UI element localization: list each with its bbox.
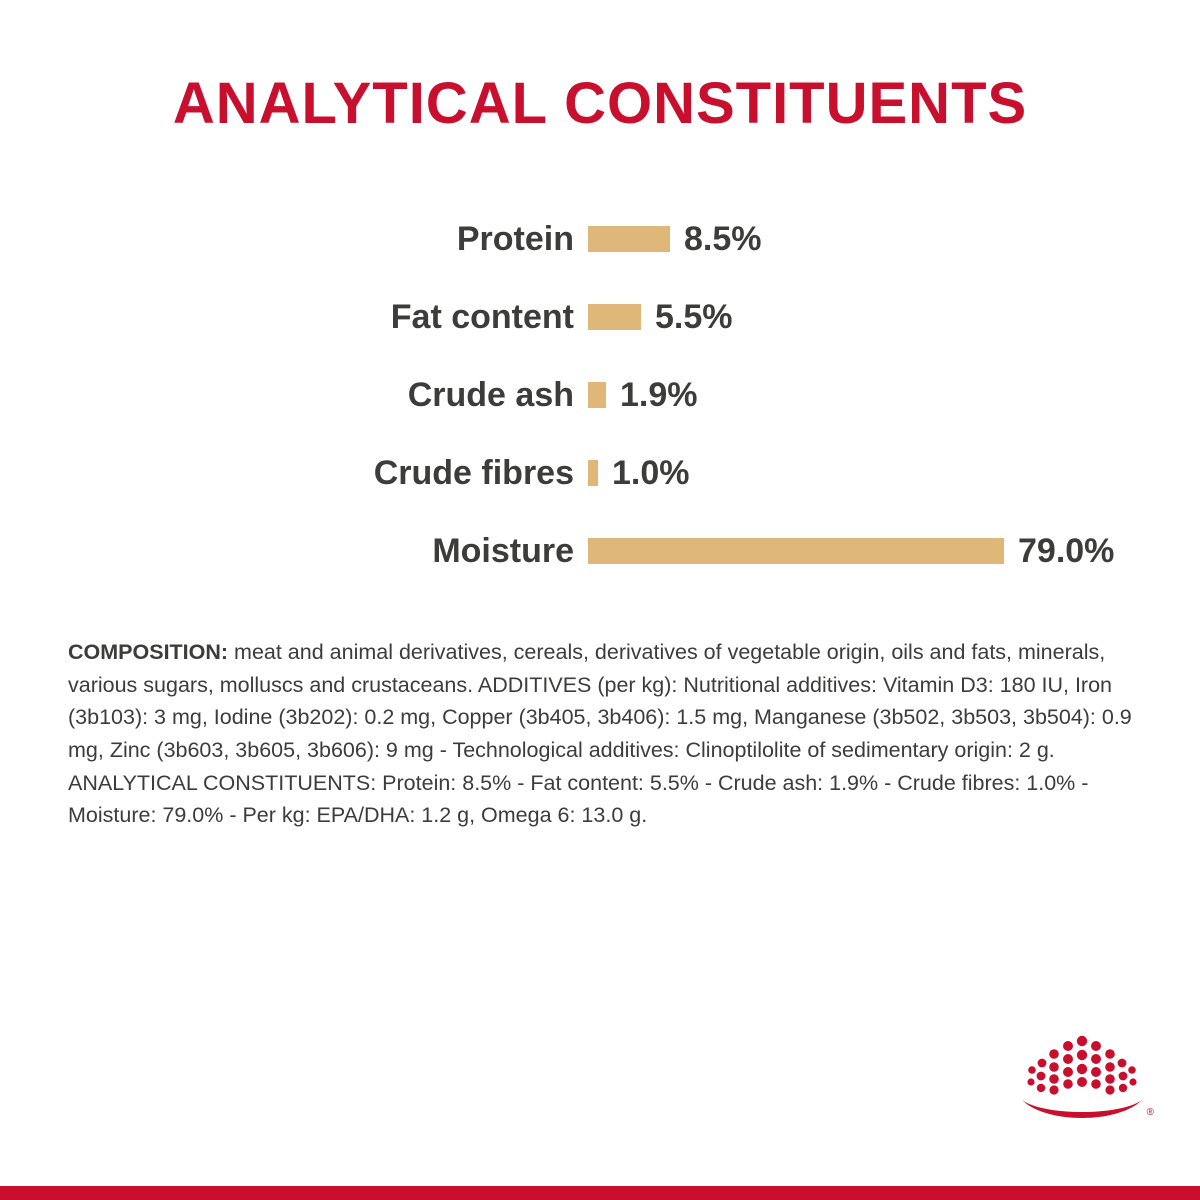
chart-row-label: Moisture — [432, 531, 574, 570]
chart-row-label: Protein — [456, 219, 574, 258]
chart-row-bar-wrap — [588, 376, 1200, 415]
composition-heading: COMPOSITION: — [68, 640, 229, 664]
chart-row-bar-wrap — [588, 220, 1200, 259]
chart-row-bar-wrap — [588, 454, 1200, 493]
chart-row — [0, 200, 1200, 278]
constituents-bar-chart — [0, 200, 1200, 590]
chart-row — [0, 512, 1200, 590]
chart-bar — [588, 460, 598, 486]
bottom-accent-bar — [0, 1186, 1200, 1200]
registered-trademark-mark: ® — [1146, 1107, 1154, 1118]
chart-row — [0, 434, 1200, 512]
chart-row-label: Crude ash — [407, 375, 574, 414]
chart-row-value: 1.0% — [612, 453, 690, 492]
chart-bar — [588, 304, 641, 330]
chart-row-value: 8.5% — [684, 219, 762, 258]
chart-row-value: 5.5% — [655, 297, 733, 336]
composition-paragraph — [68, 636, 1136, 832]
chart-bar — [588, 538, 1004, 564]
chart-row-bar-wrap — [588, 532, 1200, 571]
chart-row-label: Fat content — [390, 297, 574, 336]
chart-bar — [588, 382, 606, 408]
chart-row-bar-wrap — [588, 298, 1200, 337]
chart-bar — [588, 226, 670, 252]
chart-row-value: 1.9% — [620, 375, 698, 414]
composition-body: meat and animal derivatives, cereals, derivatives of vegetable origin, oils and fats, minerals, various sugars, molluscs and crustaceans. ADDITIVES (per kg): Nutritional additives: Vitamin D3: 180 IU, Iron (3b103): 3 mg, Iodine (3b202): 0.2 mg, Copper (3b405, 3b406): 1.5 mg, Manganese (3b502, 3b503, 3b504): 0.9 mg, Zinc (3b603, 3b605, 3b606): 9 mg - Technological additives: Clinoptilolite of sedimentary origin: 2 g. ANALYTICAL CONSTITUENTS: Protein: 8.5% - Fat content: 5.5% - Crude ash: 1.9% - Crude fibres: 1.0% - Moisture: 79.0% - Per kg: EPA/DHA: 1.2 g, Omega 6: 13.0 g. — [68, 640, 1132, 828]
chart-row — [0, 356, 1200, 434]
chart-row-label: Crude fibres — [373, 453, 574, 492]
page-title: ANALYTICAL CONSTITUENTS — [172, 71, 1028, 136]
chart-row-value: 79.0% — [1018, 531, 1115, 570]
royal-canin-crown-logo — [1016, 1032, 1154, 1124]
chart-row — [0, 278, 1200, 356]
